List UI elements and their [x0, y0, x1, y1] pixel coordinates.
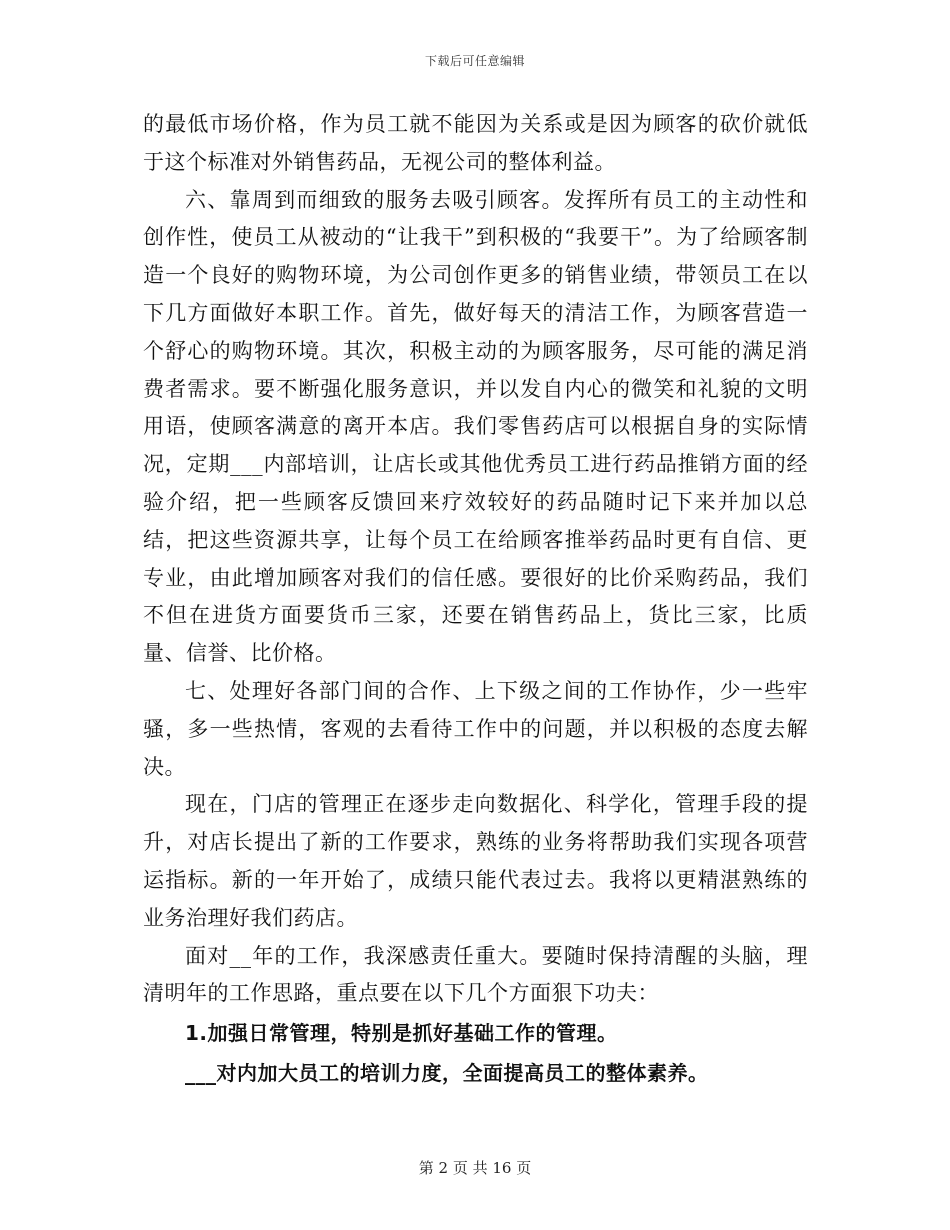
bold-heading-staff-training: ___对内加大员工的培训力度，全面提高员工的整体素养。 [185, 1061, 709, 1086]
paragraph-item-six: 六、靠周到而细致的服务去吸引顾客。发挥所有员工的主动性和创作性，使员工从被动的“让我干”到积极的“我要干”。为了给顾客制造一个良好的购物环境，为公司创作更多的销售业绩，带领员工在以下几方面做好本职工作。首先，做好每天的清洁工作，为顾客营造一个舒心的购物环境。其次，积极主动的为顾客服务，尽可能的满足消费者需求。要不断强化服务意识，并以发自内心的微笑和礼貌的文明用语，使顾客满意的离开本店。我们零售药店可以根据自身的实际情况，定期___内部培训，让店长或其他优秀员工进行药品推销方面的经验介绍，把一些顾客反馈回来疗效较好的药品随时记下来并加以总结，把这些资源共享，让每个员工在给顾客推举药品时更有自信、更专业，由此增加顾客对我们的信任感。要很好的比价采购药品，我们不但在进货方面要货币三家，还要在销售药品上，货比三家，比质量、信誉、比价格。 [143, 187, 808, 666]
paragraph-summary: 现在，门店的管理正在逐步走向数据化、科学化，管理手段的提升，对店长提出了新的工作要求，熟练的业务将帮助我们实现各项营运指标。新的一年开始了，成绩只能代表过去。我将以更精湛熟练的业务治理好我们药店。 [143, 792, 808, 930]
paragraph-continuation: 的最低市场价格，作为员工就不能因为关系或是因为顾客的砍价就低于这个标准对外销售药品，无视公司的整体利益。 [143, 112, 808, 174]
page-header: 下载后可任意编辑 [424, 54, 525, 68]
paragraph-plan-intro: 面对__年的工作，我深感责任重大。要随时保持清醒的头脑，理清明年的工作思路，重点要在以下几个方面狠下功夫： [143, 943, 808, 1006]
paragraph-item-seven: 七、处理好各部门间的合作、上下级之间的工作协作，少一些牢骚，多一些热情，客观的去看待工作中的问题，并以积极的态度去解决。 [143, 678, 808, 779]
bold-heading-daily-management: 1.加强日常管理，特别是抓好基础工作的管理。 [185, 1021, 618, 1046]
page-footer: 第 2 页 共 16 页 [418, 1159, 532, 1177]
document-body [143, 106, 808, 1093]
